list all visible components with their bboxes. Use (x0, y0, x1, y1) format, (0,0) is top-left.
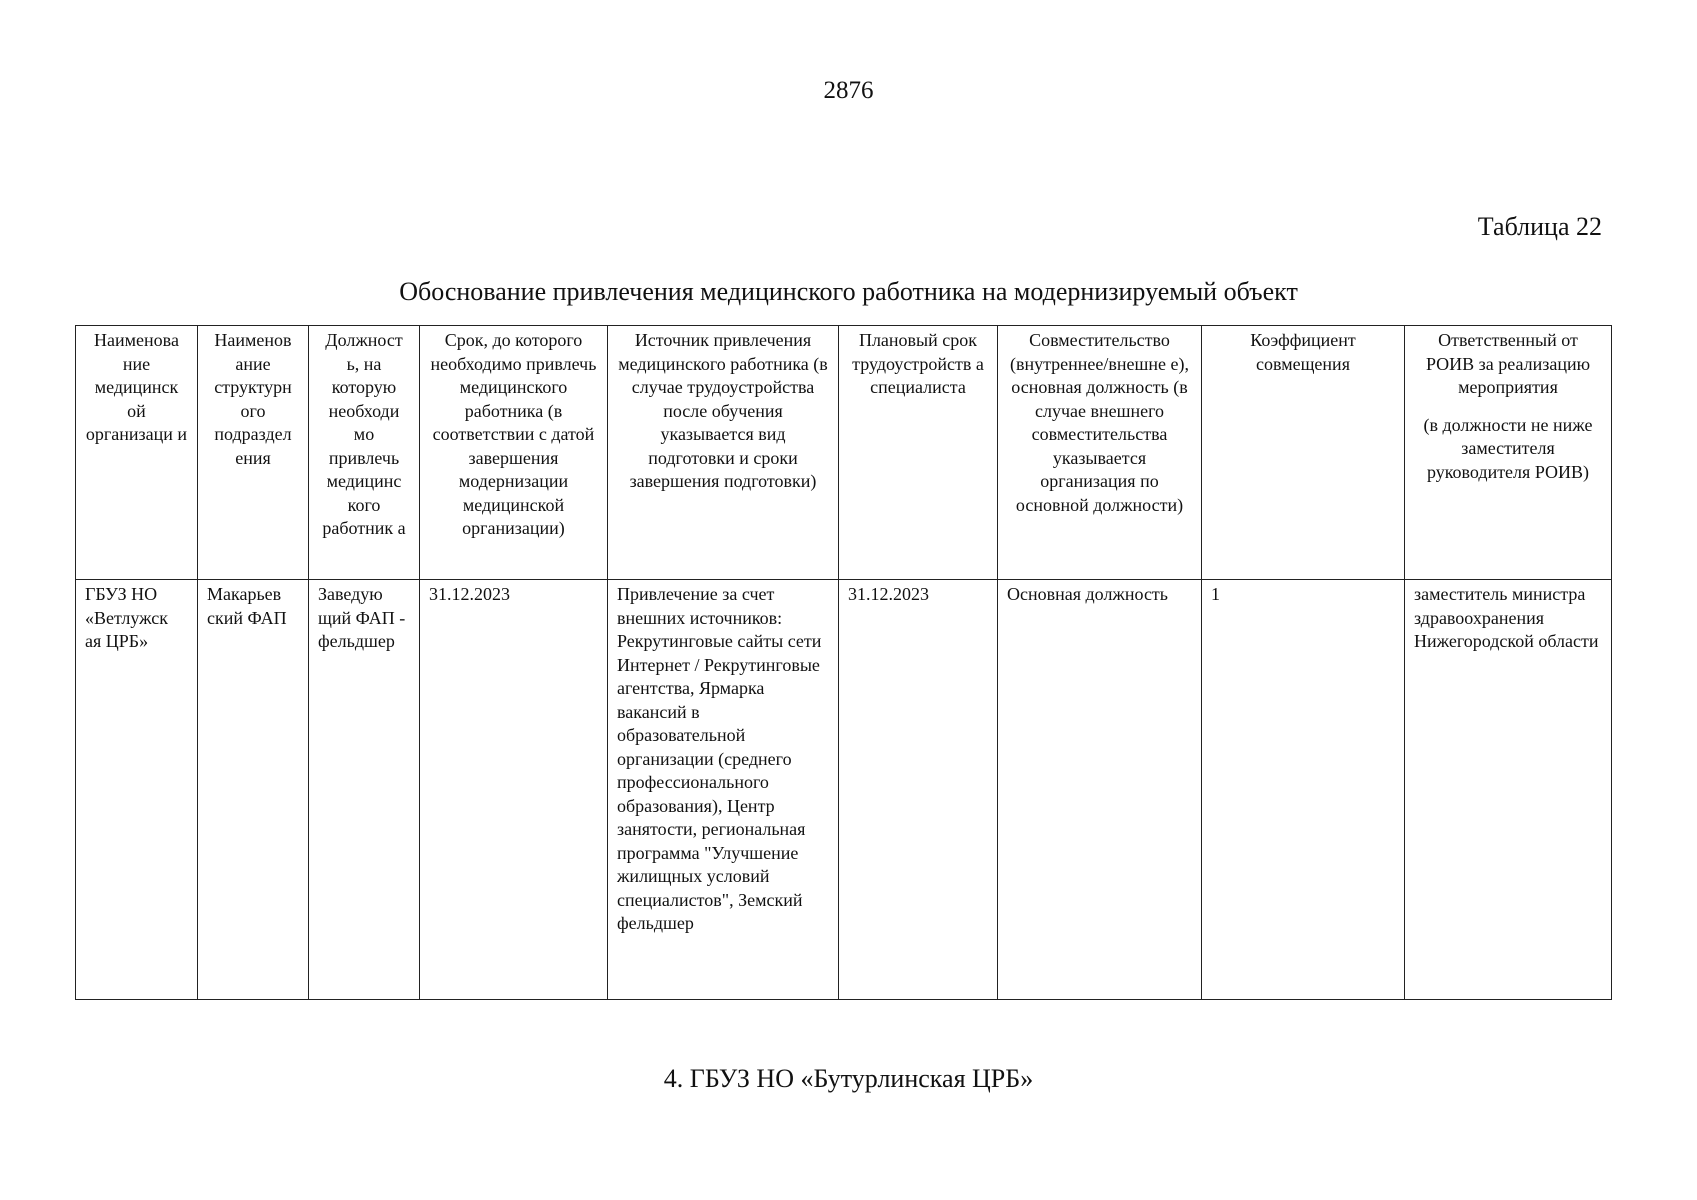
page-number: 2876 (823, 77, 874, 104)
cell-planned-date: 31.12.2023 (839, 580, 998, 1000)
header-responsible-note: (в должности не ниже заместителя руководителя РОИВ) (1423, 414, 1593, 482)
header-deadline: Срок, до которого необходимо привлечь медицинского работника (в соответствии с датой завершения модернизации медицинской организации) (420, 326, 608, 580)
header-organization: Наименова ние медицинск ой организаци и (76, 326, 198, 580)
cell-position: Заведую щий ФАП - фельдшер (309, 580, 420, 1000)
header-source: Источник привлечения медицинского работника (в случае трудоустройства после обучения указывается вид подготовки и сроки завершения подготовки) (608, 326, 839, 580)
header-position: Должност ь, на которую необходи мо привлечь медицинс кого работник а (309, 326, 420, 580)
cell-source: Привлечение за счет внешних источников: Рекрутинговые сайты сети Интернет / Рекрутинговые агентства, Ярмарка вакансий в образовательной организации (среднего профессионального образования), Центр занятости, региональная программа "Улучшение жилищных условий специалистов", Земский фельдшер (608, 580, 839, 1000)
table-title: Обоснование привлечения медицинского работника на модернизируемый объект (399, 277, 1298, 306)
cell-responsible: заместитель министра здравоохранения Нижегородской области (1405, 580, 1612, 1000)
header-subdivision: Наименов ание структурн ого подраздел ения (198, 326, 309, 580)
header-responsible (1405, 326, 1612, 580)
cell-deadline: 31.12.2023 (420, 580, 608, 1000)
header-planned-date: Плановый срок трудоустройств а специалиста (839, 326, 998, 580)
table-label: Таблица 22 (1477, 212, 1602, 241)
cell-organization: ГБУЗ НО «Ветлужск ая ЦРБ» (76, 580, 198, 1000)
header-combination: Совместительство (внутреннее/внешне е), основная должность (в случае внешнего совместительства указывается организация по основной должности) (998, 326, 1202, 580)
justification-table (75, 325, 1612, 1000)
header-row (76, 326, 1612, 580)
cell-combination: Основная должность (998, 580, 1202, 1000)
section-heading: 4. ГБУЗ НО «Бутурлинская ЦРБ» (663, 1064, 1034, 1093)
table-row (76, 580, 1612, 1000)
cell-coefficient: 1 (1202, 580, 1405, 1000)
header-coefficient: Коэффициент совмещения (1202, 326, 1405, 580)
cell-subdivision: Макарьев ский ФАП (198, 580, 309, 1000)
header-responsible-label: Ответственный от РОИВ за реализацию мероприятия (1425, 330, 1591, 397)
